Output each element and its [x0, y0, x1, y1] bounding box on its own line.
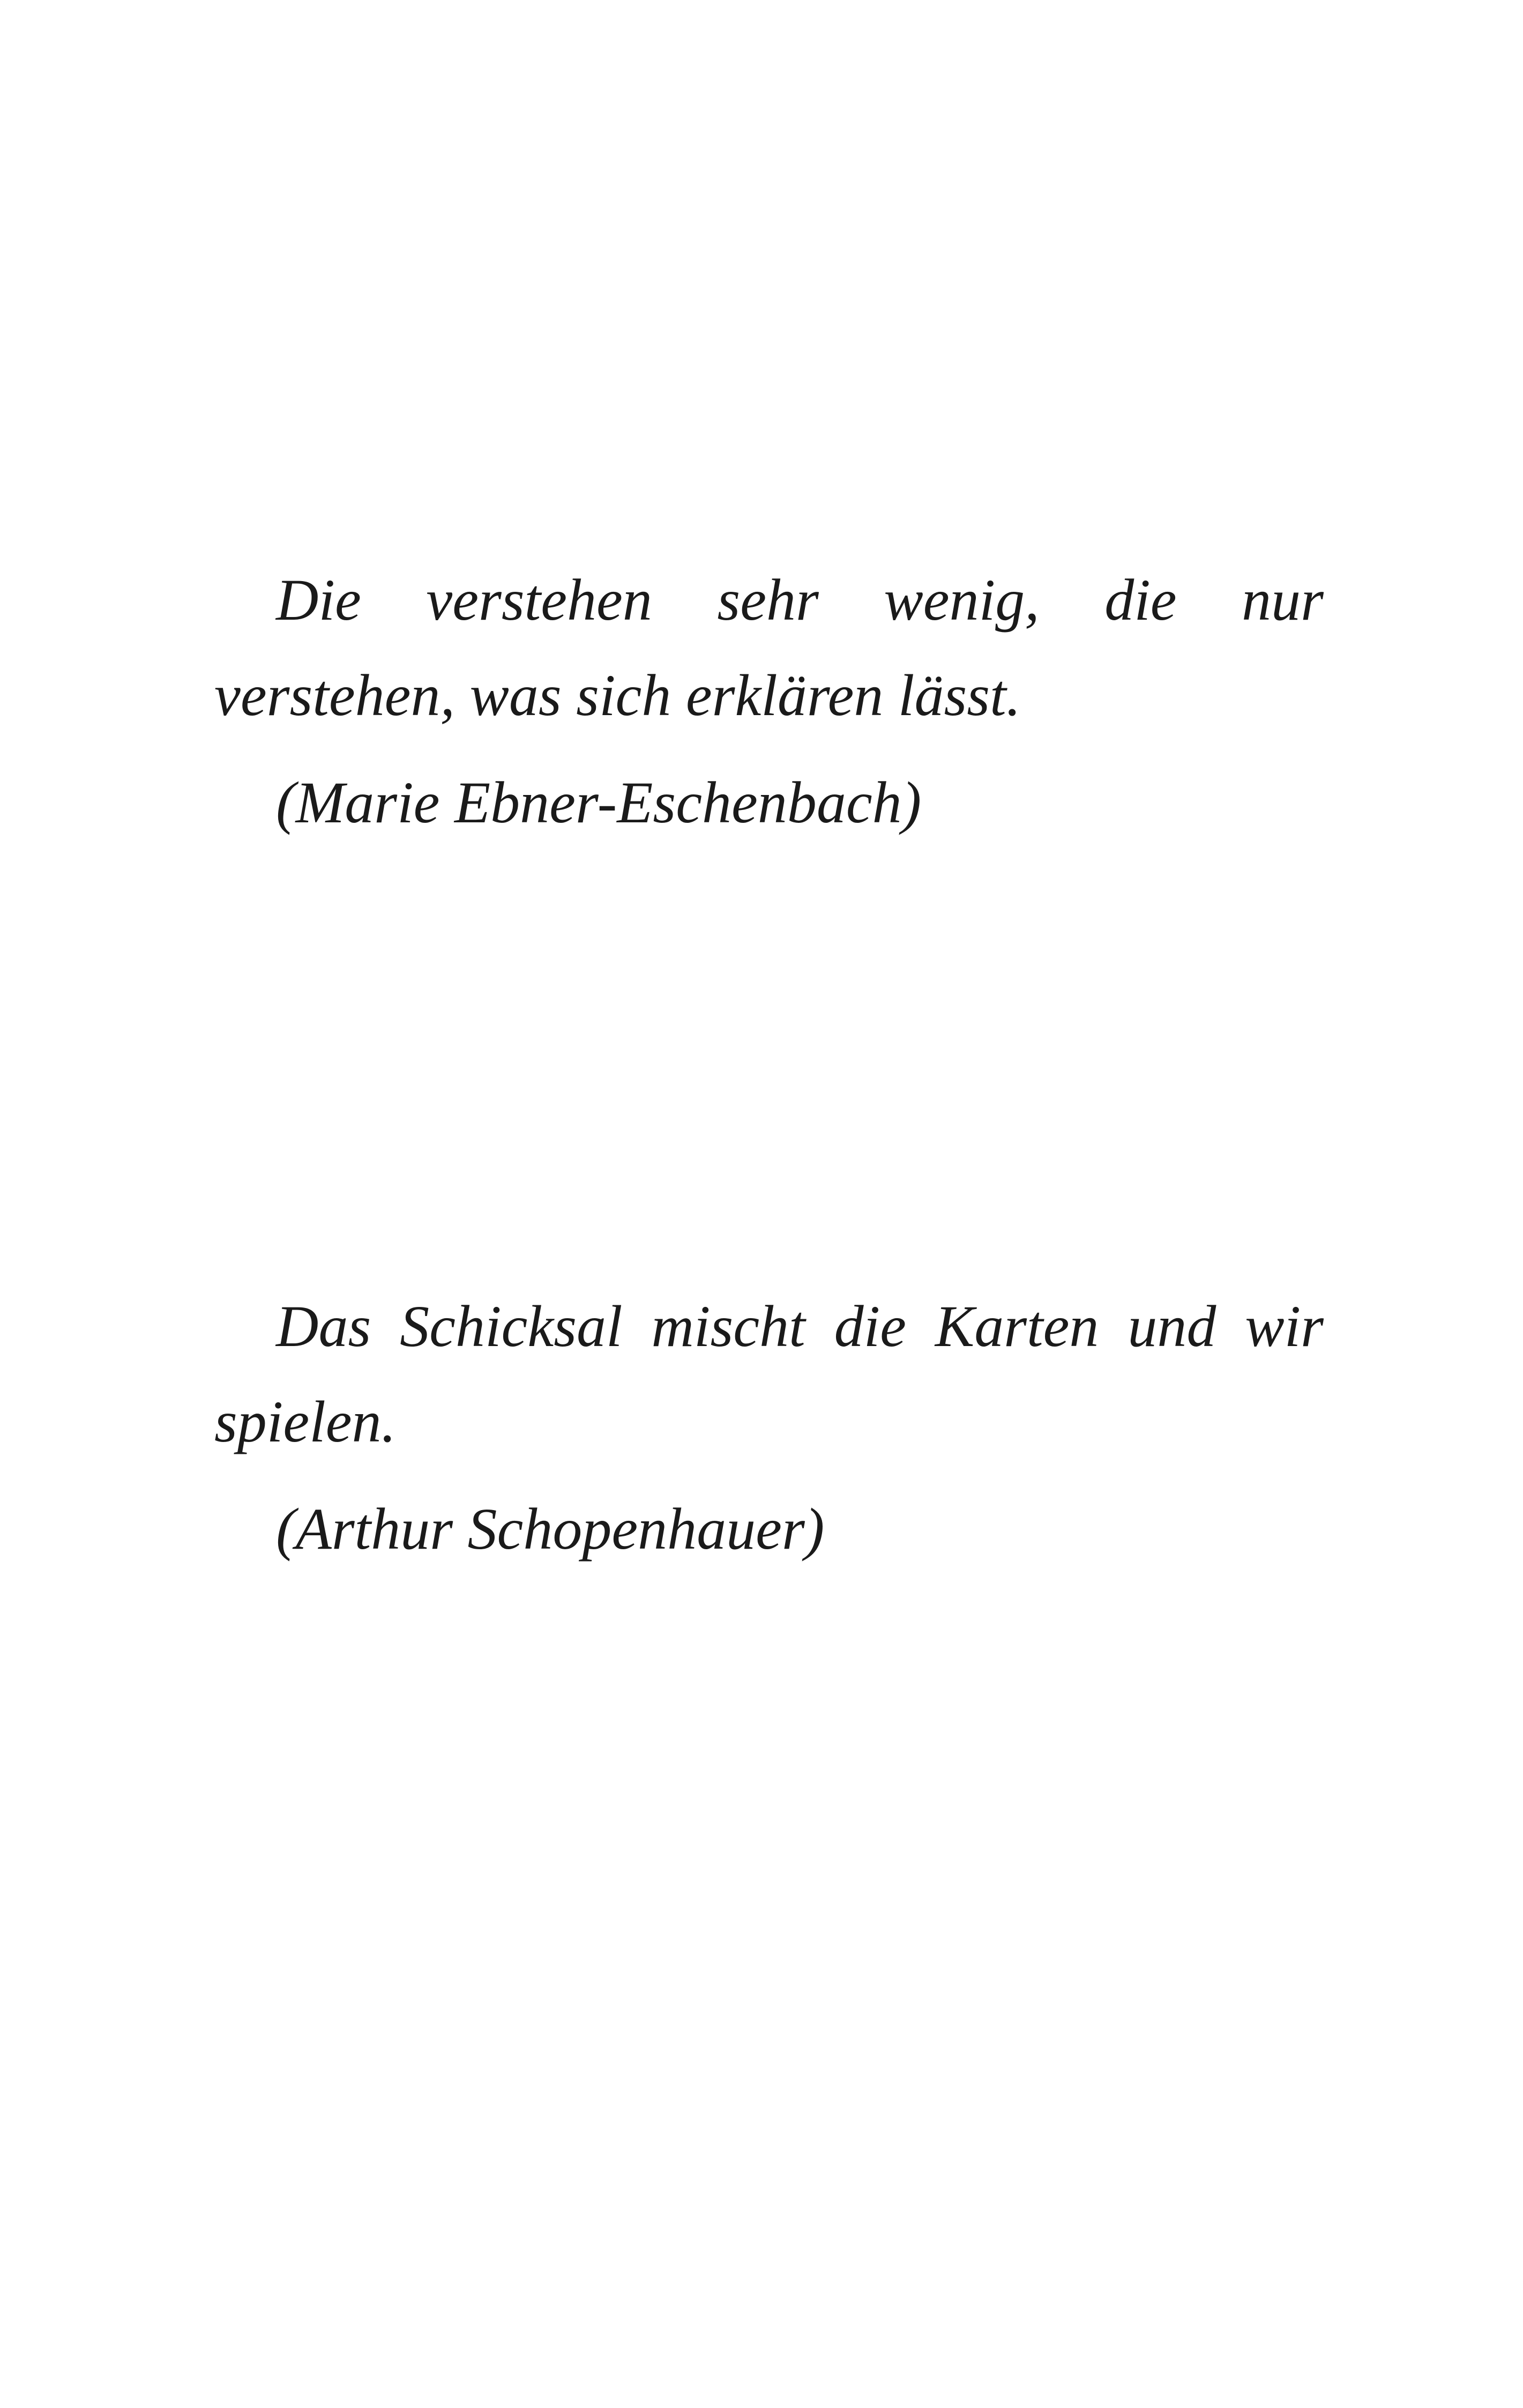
quote-block — [214, 1279, 1324, 1577]
quote-text: Das Schicksal mischt die Karten und wir spielen. — [214, 1294, 1324, 1454]
quote-text: Die verstehen sehr wenig, die nur verstehen, was sich erklären lässt. — [214, 567, 1324, 728]
quote-author: (Arthur Schopenhauer) — [276, 1496, 825, 1562]
quote-block — [214, 552, 1324, 850]
quote-author: (Marie Ebner-Eschenbach) — [276, 770, 922, 835]
